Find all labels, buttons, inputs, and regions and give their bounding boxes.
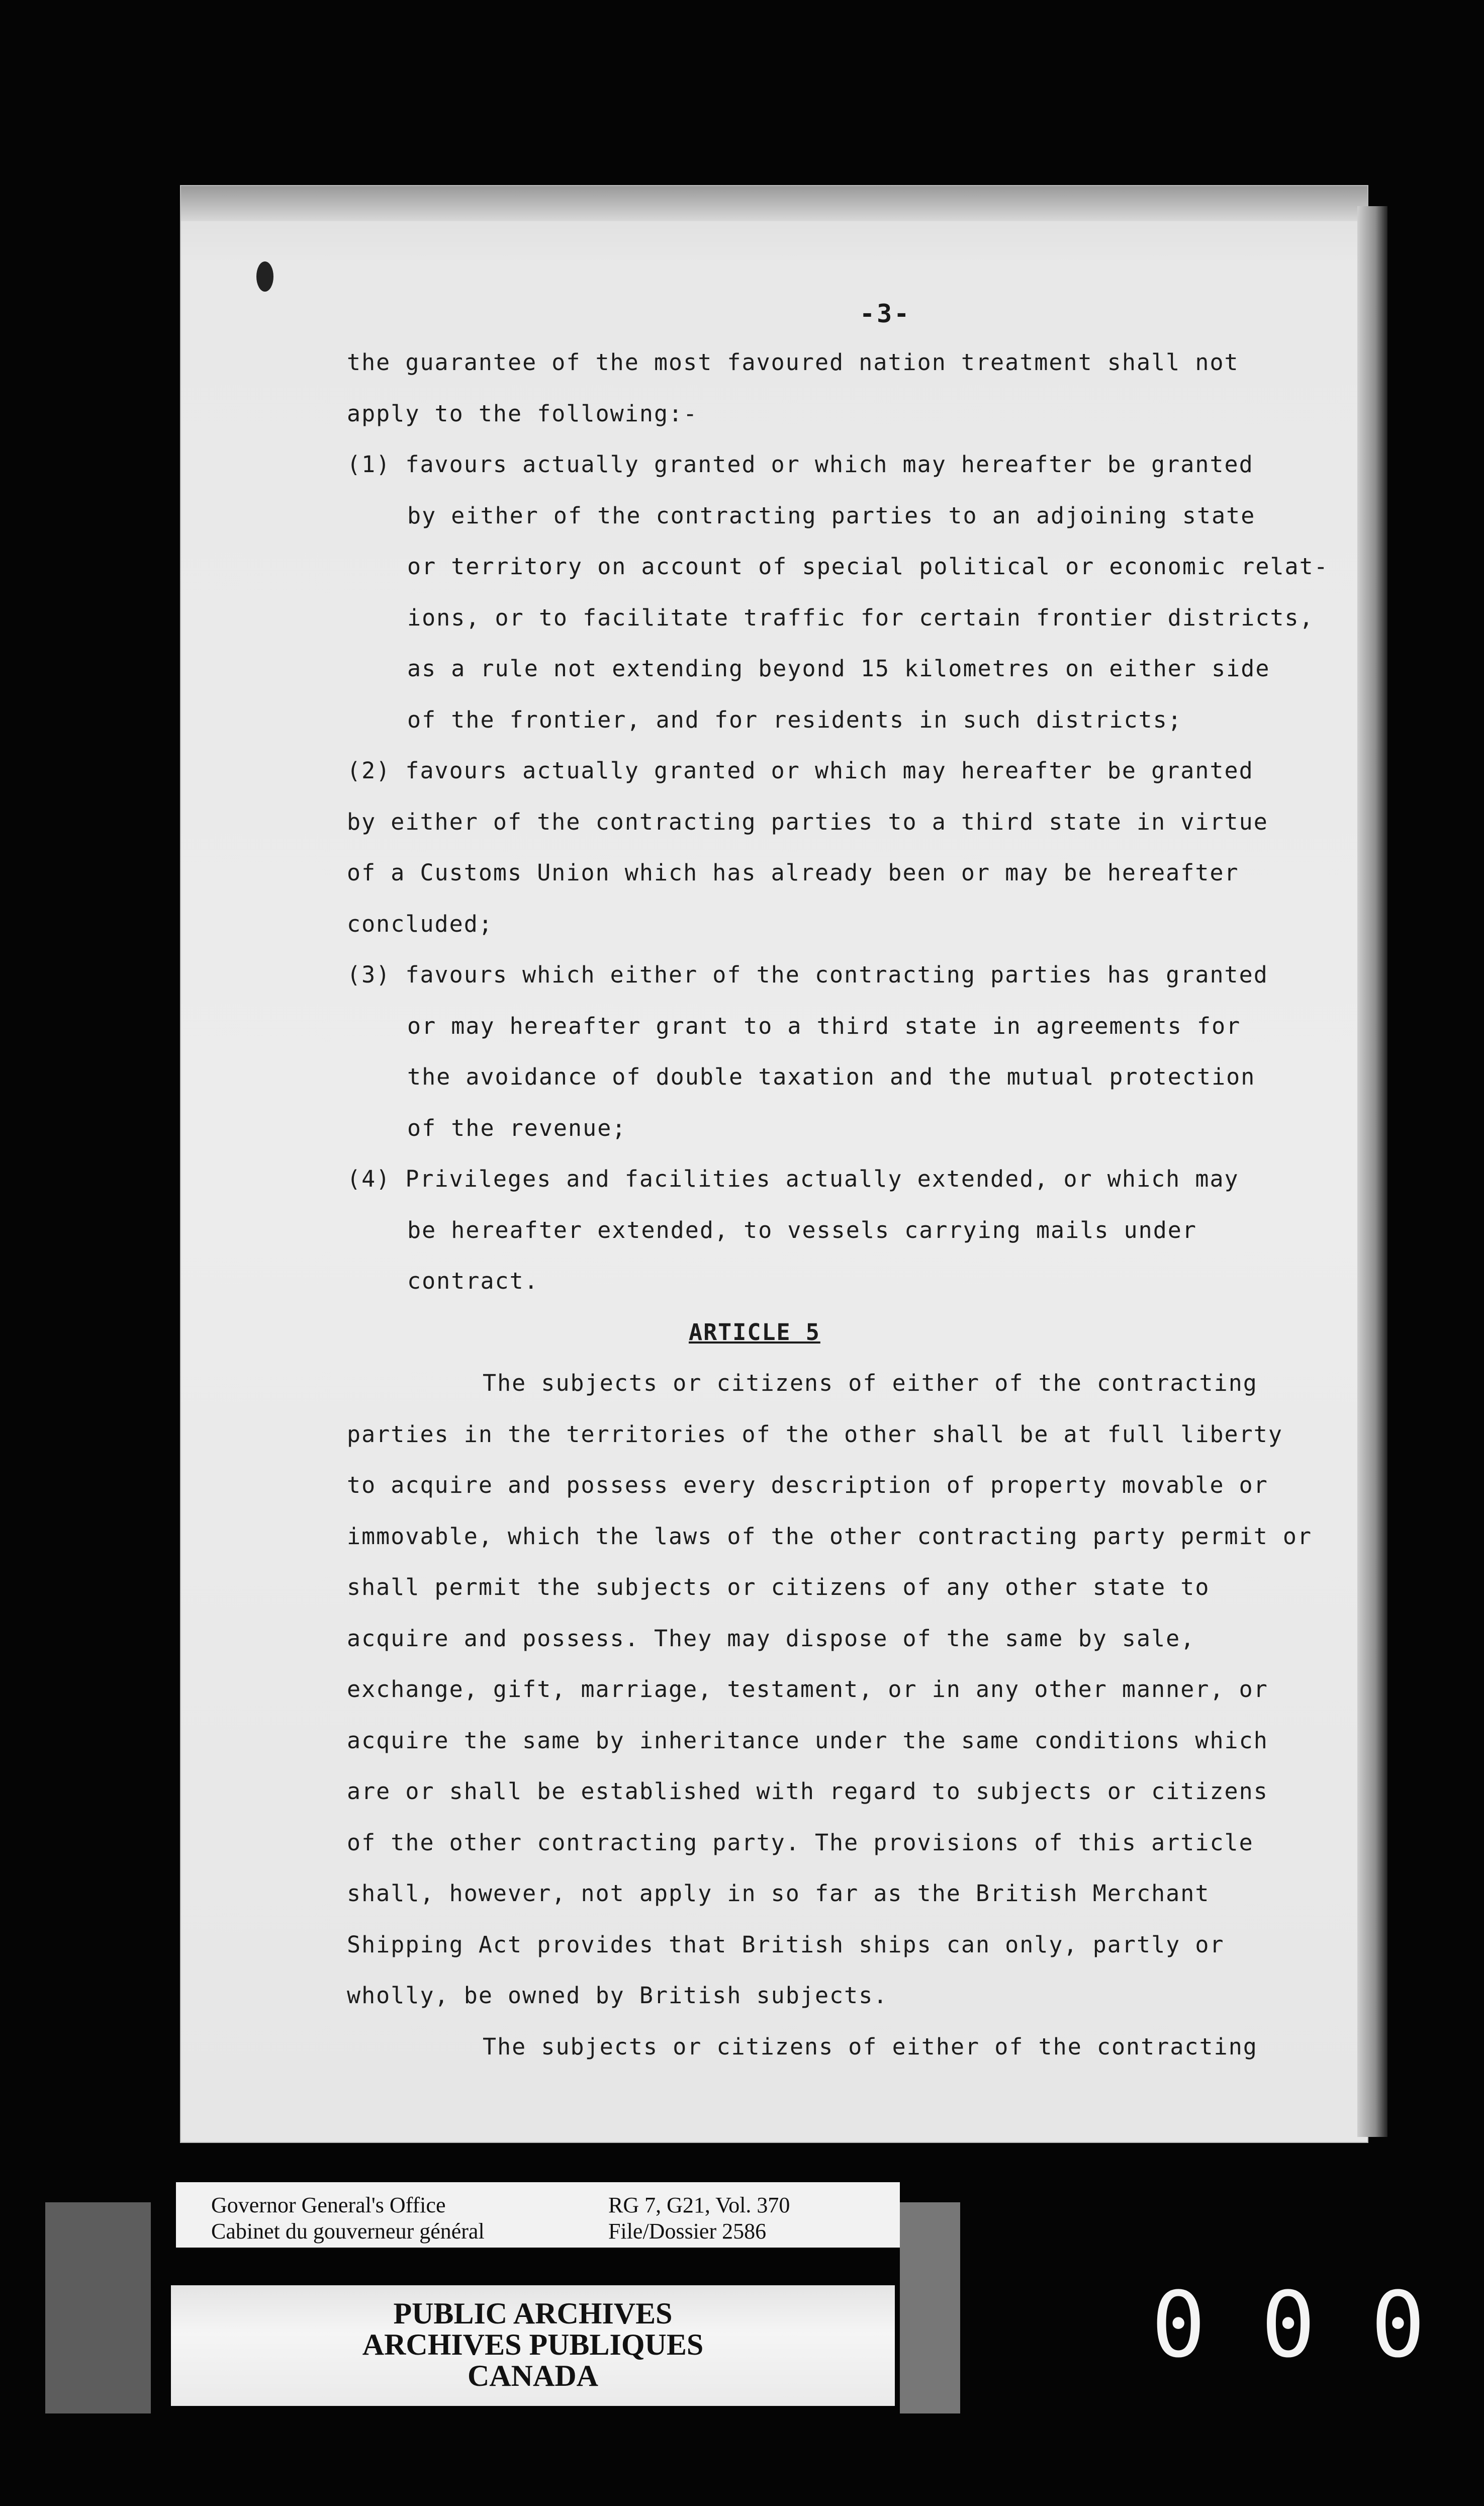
text-line: concluded; xyxy=(347,910,493,937)
body-text xyxy=(347,337,1327,2072)
record-group: RG 7, G21, Vol. 370 xyxy=(608,2193,790,2217)
text-line: the guarantee of the most favoured nation treatment shall not xyxy=(347,349,1239,376)
text-line: (1) favours actually granted or which may hereafter be granted xyxy=(347,451,1254,478)
ink-blot xyxy=(256,261,273,292)
file-dossier: File/Dossier 2586 xyxy=(608,2219,767,2244)
text-line: parties in the territories of the other shall be at full liberty xyxy=(347,1420,1283,1448)
text-line: of the frontier, and for residents in such districts; xyxy=(407,706,1182,733)
text-line: ions, or to facilitate traffic for certain frontier districts, xyxy=(407,604,1314,631)
archive-line-3: CANADA xyxy=(468,2359,598,2392)
text-line: or territory on account of special political or economic relat- xyxy=(407,553,1329,580)
film-margin-left xyxy=(45,2202,151,2413)
text-line: The subjects or citizens of either of the contracting xyxy=(483,1370,1258,1396)
text-line: wholly, be owned by British subjects. xyxy=(347,1982,888,2009)
text-line: contract. xyxy=(407,1268,539,1294)
text-line: shall, however, not apply in so far as the British Merchant xyxy=(347,1880,1210,1907)
public-archives-label xyxy=(171,2285,895,2406)
text-line: by either of the contracting parties to an adjoining state xyxy=(407,502,1256,529)
text-line: acquire the same by inheritance under the same conditions which xyxy=(347,1727,1268,1754)
archive-line-2: ARCHIVES PUBLIQUES xyxy=(362,2328,704,2361)
text-line: apply to the following:- xyxy=(347,400,698,427)
text-line: acquire and possess. They may dispose of the same by sale, xyxy=(347,1625,1195,1652)
page-edge-shadow xyxy=(1357,206,1387,2137)
text-line: of the other contracting party. The provisions of this article xyxy=(347,1829,1254,1856)
article-heading: ARTICLE 5 xyxy=(689,1318,820,1346)
archive-line-1: PUBLIC ARCHIVES xyxy=(393,2297,673,2330)
office-fr: Cabinet du gouverneur général xyxy=(211,2219,485,2244)
text-line: (2) favours actually granted or which may hereafter be granted xyxy=(347,757,1254,784)
text-line: by either of the contracting parties to a third state in virtue xyxy=(347,808,1268,835)
file-reference xyxy=(608,2192,790,2245)
text-line: the avoidance of double taxation and the mutual protection xyxy=(407,1063,1256,1090)
text-line: (4) Privileges and facilities actually extended, or which may xyxy=(347,1166,1239,1192)
text-line: The subjects or citizens of either of the contracting xyxy=(483,2033,1258,2060)
office-names xyxy=(211,2192,485,2245)
frame-counter: 000 xyxy=(1151,2273,1481,2378)
text-line: of a Customs Union which has already been or may be hereafter xyxy=(347,859,1239,886)
film-margin-right xyxy=(900,2202,960,2413)
text-line: (3) favours which either of the contracting parties has granted xyxy=(347,961,1268,988)
text-line: be hereafter extended, to vessels carrying mails under xyxy=(407,1216,1197,1243)
text-line: as a rule not extending beyond 15 kilometres on either side xyxy=(407,655,1270,682)
text-line: are or shall be established with regard to subjects or citizens xyxy=(347,1778,1268,1805)
text-line: exchange, gift, marriage, testament, or in any other manner, or xyxy=(347,1676,1268,1703)
text-line: to acquire and possess every description of property movable or xyxy=(347,1472,1268,1498)
archive-reference-card xyxy=(176,2182,900,2248)
document-page xyxy=(181,186,1367,2142)
page-number: -3- xyxy=(860,299,911,328)
text-line: Shipping Act provides that British ships can only, partly or xyxy=(347,1931,1225,1958)
office-en: Governor General's Office xyxy=(211,2193,446,2217)
text-line: immovable, which the laws of the other contracting party permit or xyxy=(347,1523,1313,1550)
text-line: of the revenue; xyxy=(407,1114,627,1141)
text-line: shall permit the subjects or citizens of any other state to xyxy=(347,1574,1210,1600)
text-line: or may hereafter grant to a third state in agreements for xyxy=(407,1012,1241,1039)
